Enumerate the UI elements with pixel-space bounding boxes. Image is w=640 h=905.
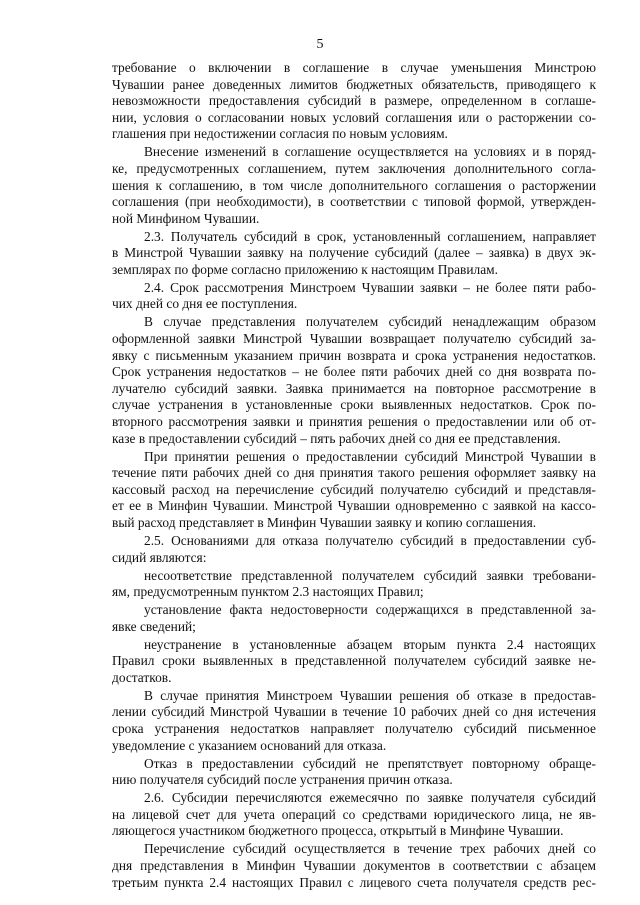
text-line: ям, предусмотренным пунктом 2.3 настоящих Правил; [112, 584, 424, 600]
text-line: нию получателя субсидий после устранения причин отказа. [112, 772, 453, 788]
paragraph [112, 229, 596, 279]
text-line: В случае принятия Минстроем Чувашии решения об отказе в предостав- [144, 687, 596, 703]
paragraph [112, 533, 596, 566]
text-line: явку с письменным указанием причин возврата и срока устранения недостатков. [112, 347, 596, 363]
paragraph [112, 790, 596, 840]
document-body [112, 60, 596, 893]
text-line: шения к соглашению, в том числе дополнительного соглашения о расторжении [112, 177, 596, 193]
text-line: несоответствие представленной получателем субсидий заявки требовани- [144, 567, 596, 583]
text-line: лучателю субсидий заявки. Заявка принимается на повторное рассмотрение в [112, 380, 596, 396]
text-line: глашения при недостижении согласия по новым условиям. [112, 126, 448, 142]
text-line: земплярах по форме согласно приложению к настоящим Правилам. [112, 261, 498, 277]
text-line: ляющегося участником бюджетного процесса, открытый в Минфине Чувашии. [112, 823, 564, 839]
text-line: достатков. [112, 669, 172, 685]
text-line: ет ее в Минфин Чувашии. Минстрой Чувашии одновременно с заявкой на кассо- [112, 498, 596, 514]
text-line: установление факта недостоверности содержащихся в представленной за- [144, 602, 596, 618]
text-line: требование о включении в соглашение в случае уменьшения Минстрою [112, 60, 596, 75]
text-line: Внесение изменений в соглашение осуществляется на условиях и в поряд- [144, 144, 596, 160]
paragraph [112, 756, 596, 789]
text-line: 2.5. Основаниями для отказа получателю субсидий в предоставлении суб- [144, 532, 596, 548]
page-number: 5 [316, 37, 324, 52]
text-line: В случае представления получателем субсидий ненадлежащим образом [144, 314, 596, 330]
text-line: Срок устранения недостатков – не более пяти рабочих дней со дня возврата по- [112, 364, 596, 380]
text-line: уведомление с указанием оснований для отказа. [112, 737, 387, 753]
paragraph [112, 602, 596, 635]
text-line: третьим пункта 2.4 настоящих Правил с лицевого счета получателя средств рес- [112, 874, 596, 890]
text-line: 2.6. Субсидии перечисляются ежемесячно по заявке получателя субсидий [144, 790, 596, 806]
text-line: вторного рассмотрения заявки и принятия решения о предоставлении или об от- [112, 414, 596, 430]
paragraph [112, 144, 596, 227]
text-line: кассовый расход на перечисление субсидий получателю субсидий и представля- [112, 481, 596, 497]
text-line: явке сведений; [112, 618, 196, 634]
text-line: Отказ в предоставлении субсидий не препятствует повторному обраще- [144, 755, 596, 771]
text-line: неустранение в установленные абзацем вторым пункта 2.4 настоящих [144, 636, 596, 652]
text-line: чих дней со дня ее поступления. [112, 296, 298, 312]
paragraph [112, 841, 596, 891]
text-line: 2.3. Получатель субсидий в срок, установленный соглашением, направляет [144, 228, 596, 244]
paragraph [112, 60, 596, 143]
text-line: течение пяти рабочих дней со дня принятия такого решения оформляет заявку на [112, 465, 596, 481]
paragraph [112, 449, 596, 532]
text-line: в Минстрой Чувашии заявку на получение субсидий (далее – заявка) в двух эк- [112, 245, 596, 261]
text-line: При принятии решения о предоставлении субсидий Минстрой Чувашии в [144, 448, 596, 464]
text-line: вый расход представляет в Минфин Чувашии заявку и копию соглашения. [112, 514, 537, 530]
paragraph [112, 314, 596, 447]
text-line: Перечисление субсидий осуществляется в течение трех рабочих дней со [144, 841, 596, 857]
text-line: случае устранения в установленные сроки выявленных недостатков. Срок по- [112, 397, 596, 413]
paragraph [112, 637, 596, 687]
text-line: соглашения (при необходимости), в соответствии с типовой формой, утвержден- [112, 194, 596, 210]
text-line: нии, условия о согласовании новых условий соглашения или о расторжении со- [112, 109, 596, 125]
text-line: невозможности предоставления субсидий в размере, определенном в соглаше- [112, 93, 596, 109]
paragraph [112, 280, 596, 313]
text-line: на лицевой счет для учета операций со средствами юридического лица, не яв- [112, 806, 596, 822]
text-line: дня представления в Минфин Чувашии документов в соответствии с абзацем [112, 857, 596, 873]
paragraph [112, 568, 596, 601]
text-line: Правил сроки выявленных в представленной получателем субсидий заявке не- [112, 653, 596, 669]
paragraph [112, 688, 596, 754]
text-line: оформленной заявки Минстрой Чувашии возвращает получателю субсидий за- [112, 331, 596, 347]
text-line: казе в предоставлении субсидий – пять рабочих дней со дня ее представления. [112, 430, 561, 446]
text-line: срока устранения недостатков направляет получателю субсидий письменное [112, 721, 596, 737]
text-line: сидий являются: [112, 549, 207, 565]
text-line: лении субсидий Минстрой Чувашии в течение 10 рабочих дней со дня истечения [112, 704, 596, 720]
text-line: ке, предусмотренных соглашением, путем заключения дополнительного согла- [112, 160, 596, 176]
text-line: 2.4. Срок рассмотрения Минстроем Чувашии заявки – не более пяти рабо- [144, 279, 596, 295]
text-line: Чувашии ранее доведенных лимитов бюджетных обязательств, приводящего к [112, 76, 596, 92]
text-line: ной Минфином Чувашии. [112, 210, 260, 226]
